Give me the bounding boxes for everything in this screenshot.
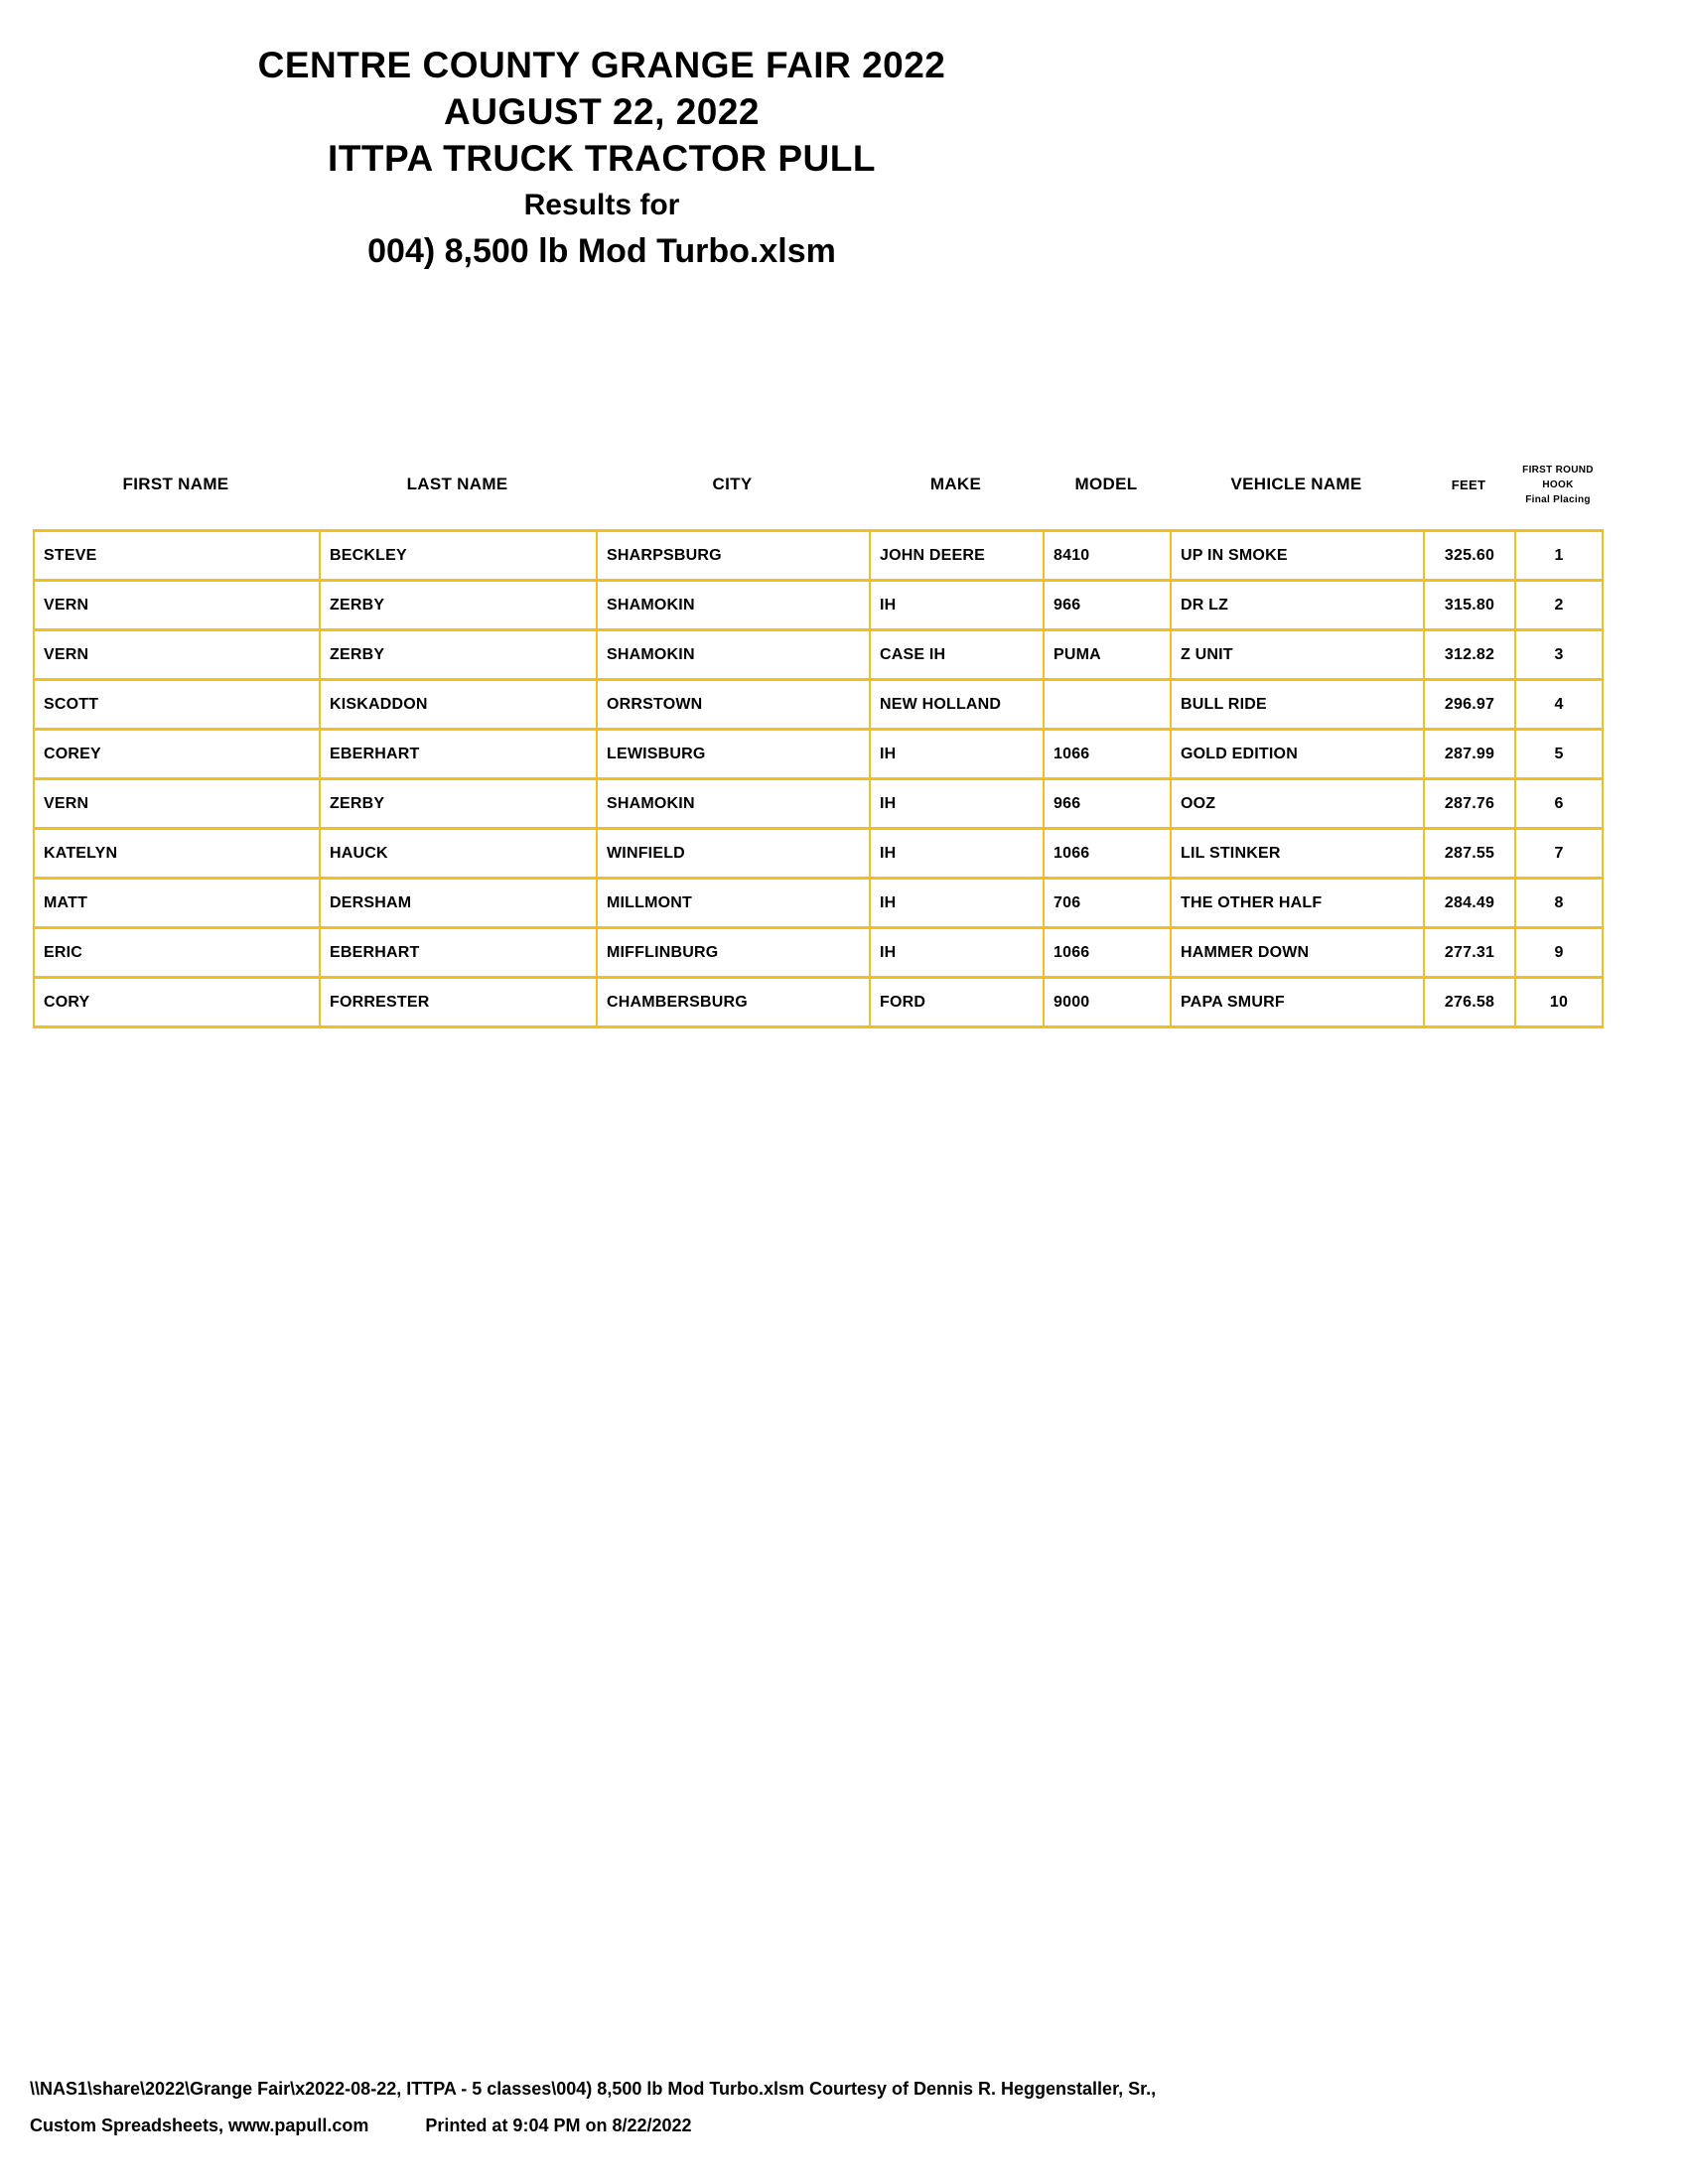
table-row xyxy=(34,680,1603,730)
table-cell: 6 xyxy=(1515,779,1603,829)
table-cell: ERIC xyxy=(34,928,320,978)
table-cell: 1066 xyxy=(1044,730,1171,779)
table-cell: SCOTT xyxy=(34,680,320,730)
table-cell: 9000 xyxy=(1044,978,1171,1027)
table-cell: CASE IH xyxy=(870,630,1044,680)
column-header-last-name: LAST NAME xyxy=(406,475,508,493)
results-table-body xyxy=(34,531,1603,1027)
table-cell: ZERBY xyxy=(320,779,597,829)
table-cell: VERN xyxy=(34,581,320,630)
table-row xyxy=(34,630,1603,680)
table-cell: 315.80 xyxy=(1424,581,1515,630)
table-cell: IH xyxy=(870,879,1044,928)
table-cell: 276.58 xyxy=(1424,978,1515,1027)
column-header-city: CITY xyxy=(712,475,753,493)
table-cell: THE OTHER HALF xyxy=(1171,879,1424,928)
table-cell: IH xyxy=(870,730,1044,779)
final-placing-line1: FIRST ROUND xyxy=(1522,464,1594,476)
table-cell: VERN xyxy=(34,779,320,829)
table-cell: 3 xyxy=(1515,630,1603,680)
table-row xyxy=(34,581,1603,630)
table-cell: CHAMBERSBURG xyxy=(597,978,870,1027)
column-header-final-placing xyxy=(1514,463,1602,507)
table-cell: HAUCK xyxy=(320,829,597,879)
event-subtitle: ITTPA TRUCK TRACTOR PULL xyxy=(328,138,876,179)
table-cell: LEWISBURG xyxy=(597,730,870,779)
table-cell: 8410 xyxy=(1044,531,1171,581)
table-cell: 2 xyxy=(1515,581,1603,630)
table-cell: 9 xyxy=(1515,928,1603,978)
table-cell: STEVE xyxy=(34,531,320,581)
table-cell: 4 xyxy=(1515,680,1603,730)
table-cell: MIFFLINBURG xyxy=(597,928,870,978)
table-cell: 966 xyxy=(1044,779,1171,829)
table-cell: 8 xyxy=(1515,879,1603,928)
table-cell: SHAMOKIN xyxy=(597,630,870,680)
table-cell: CORY xyxy=(34,978,320,1027)
table-column-headers xyxy=(33,447,1602,522)
table-cell: 296.97 xyxy=(1424,680,1515,730)
column-header-model: MODEL xyxy=(1074,475,1138,493)
table-cell: Z UNIT xyxy=(1171,630,1424,680)
column-header-feet: FEET xyxy=(1451,477,1486,492)
table-cell: 5 xyxy=(1515,730,1603,779)
table-cell: PUMA xyxy=(1044,630,1171,680)
table-cell: 277.31 xyxy=(1424,928,1515,978)
table-cell: 706 xyxy=(1044,879,1171,928)
event-title: CENTRE COUNTY GRANGE FAIR 2022 xyxy=(257,45,946,85)
table-cell: EBERHART xyxy=(320,730,597,779)
final-placing-line3: Final Placing xyxy=(1525,493,1591,505)
table-cell: 1066 xyxy=(1044,928,1171,978)
table-cell: 325.60 xyxy=(1424,531,1515,581)
table-cell: DERSHAM xyxy=(320,879,597,928)
column-header-first-name: FIRST NAME xyxy=(122,475,229,493)
table-cell: IH xyxy=(870,829,1044,879)
table-cell: NEW HOLLAND xyxy=(870,680,1044,730)
table-cell: FORRESTER xyxy=(320,978,597,1027)
table-cell: KATELYN xyxy=(34,829,320,879)
table-cell: WINFIELD xyxy=(597,829,870,879)
table-cell: 1 xyxy=(1515,531,1603,581)
table-cell: IH xyxy=(870,581,1044,630)
document-footer xyxy=(30,2071,1579,2144)
table-cell: 287.76 xyxy=(1424,779,1515,829)
table-cell: 7 xyxy=(1515,829,1603,879)
final-placing-line2: HOOK xyxy=(1542,478,1574,490)
column-header-make: MAKE xyxy=(929,475,982,493)
class-file-name: 004) 8,500 lb Mod Turbo.xlsm xyxy=(367,232,836,270)
footer-file-path: \\NAS1\share\2022\Grange Fair\x2022-08-22, ITTPA - 5 classes\004) 8,500 lb Mod Turbo.xlsm Courtesy of Dennis R. Heggenstaller, Sr., xyxy=(30,2079,1157,2099)
table-cell: LIL STINKER xyxy=(1171,829,1424,879)
table-cell: UP IN SMOKE xyxy=(1171,531,1424,581)
table-cell: KISKADDON xyxy=(320,680,597,730)
table-cell: 287.99 xyxy=(1424,730,1515,779)
table-cell: SHAMOKIN xyxy=(597,581,870,630)
table-cell: BECKLEY xyxy=(320,531,597,581)
table-row xyxy=(34,928,1603,978)
table-cell xyxy=(1044,680,1171,730)
table-cell: IH xyxy=(870,928,1044,978)
table-row xyxy=(34,978,1603,1027)
footer-printed-timestamp: Printed at 9:04 PM on 8/22/2022 xyxy=(425,2116,692,2135)
table-cell: SHARPSBURG xyxy=(597,531,870,581)
table-cell: SHAMOKIN xyxy=(597,779,870,829)
table-row xyxy=(34,829,1603,879)
table-cell: MATT xyxy=(34,879,320,928)
table-cell: EBERHART xyxy=(320,928,597,978)
table-cell: 284.49 xyxy=(1424,879,1515,928)
table-cell: OOZ xyxy=(1171,779,1424,829)
table-cell: VERN xyxy=(34,630,320,680)
table-row xyxy=(34,531,1603,581)
footer-spreadsheet-credit: Custom Spreadsheets, www.papull.com xyxy=(30,2116,369,2135)
table-cell: BULL RIDE xyxy=(1171,680,1424,730)
table-row xyxy=(34,879,1603,928)
table-cell: IH xyxy=(870,779,1044,829)
event-date: AUGUST 22, 2022 xyxy=(443,91,761,132)
table-cell: ZERBY xyxy=(320,630,597,680)
column-header-vehicle-name: VEHICLE NAME xyxy=(1230,475,1362,493)
results-for-label: Results for xyxy=(523,189,680,221)
table-cell: COREY xyxy=(34,730,320,779)
table-cell: FORD xyxy=(870,978,1044,1027)
table-cell: MILLMONT xyxy=(597,879,870,928)
table-cell: HAMMER DOWN xyxy=(1171,928,1424,978)
table-row xyxy=(34,730,1603,779)
results-table xyxy=(33,529,1604,1028)
table-cell: 10 xyxy=(1515,978,1603,1027)
table-cell: ZERBY xyxy=(320,581,597,630)
table-cell: 312.82 xyxy=(1424,630,1515,680)
table-cell: JOHN DEERE xyxy=(870,531,1044,581)
document-heading xyxy=(0,42,1203,275)
table-cell: DR LZ xyxy=(1171,581,1424,630)
table-cell: ORRSTOWN xyxy=(597,680,870,730)
table-cell: PAPA SMURF xyxy=(1171,978,1424,1027)
table-cell: GOLD EDITION xyxy=(1171,730,1424,779)
table-cell: 1066 xyxy=(1044,829,1171,879)
table-row xyxy=(34,779,1603,829)
footer-credits xyxy=(30,2108,1579,2144)
table-cell: 287.55 xyxy=(1424,829,1515,879)
table-cell: 966 xyxy=(1044,581,1171,630)
